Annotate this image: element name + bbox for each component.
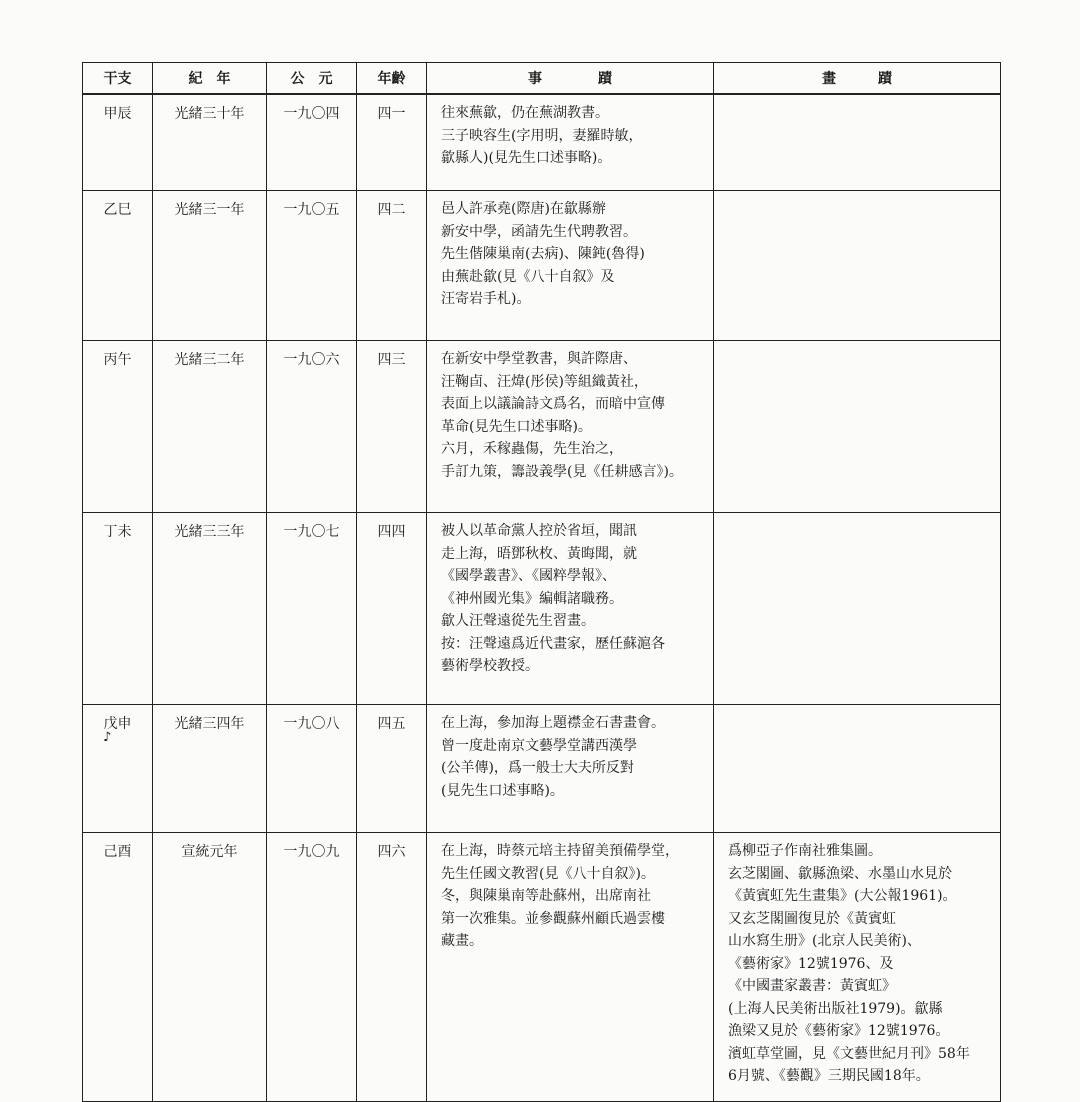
text-line: 表面上以議論詩文爲名，而暗中宣傳 xyxy=(441,396,665,412)
header-age: 年齡 xyxy=(357,63,427,95)
header-row xyxy=(83,63,1001,95)
cell-ad: 一九〇五 xyxy=(267,191,357,341)
text-line: 爲柳亞子作南社雅集圖。 xyxy=(728,843,882,859)
cell-ad: 一九〇八 xyxy=(267,705,357,833)
text-line: 《神州國光集》編輯諸職務。 xyxy=(441,590,623,607)
text-line: 六月，禾稼蟲傷，先生治之， xyxy=(441,441,623,457)
cell-paintings xyxy=(714,705,1001,833)
table-row xyxy=(83,705,1001,833)
text-line: 第一次雅集。並參觀蘇州顧氏過雲樓 xyxy=(441,910,665,927)
text-line: 先生偕陳巢南(去病)、陳鈍(魯得) xyxy=(441,246,645,262)
text-line: 在新安中學堂教書，與許際唐、 xyxy=(441,351,637,367)
text-line: 冬，與陳巢南等赴蘇州，出席南社 xyxy=(441,888,651,904)
text-line: 汪鞠卣、汪煒(彤侯)等組織黃社， xyxy=(441,373,648,390)
table-row xyxy=(83,833,1001,1102)
text-line: 玄芝閣圖、歙縣漁梁、水墨山水見於 xyxy=(728,865,952,882)
cell-ganzhi: 丙午 xyxy=(83,341,153,513)
text-line: 藝術學校教授。 xyxy=(441,658,539,674)
text-line: 按：汪聲遠爲近代畫家，歷任蘇滬各 xyxy=(441,635,665,652)
cell-reign: 光緒三一年 xyxy=(153,191,267,341)
text-line: 山水寫生册》(北京人民美術)、 xyxy=(728,933,921,949)
cell-events xyxy=(427,705,714,833)
text-line: (公羊傳)，爲一般士大夫所反對 xyxy=(441,760,634,776)
cell-ganzhi: 丁未 xyxy=(83,513,153,705)
cell-reign: 光緒三四年 xyxy=(153,705,267,833)
text-line: 6月號、《藝觀》三期民國18年。 xyxy=(728,1068,930,1084)
cell-age: 四四 xyxy=(357,513,427,705)
text-line: 藏畫。 xyxy=(441,933,483,949)
header-paintings: 畫 蹟 xyxy=(714,63,1001,95)
cell-ad: 一九〇六 xyxy=(267,341,357,513)
text-line: 三子映容生(字用明，妻羅時敏， xyxy=(441,127,643,144)
cell-ganzhi: 戊申 xyxy=(83,705,153,833)
text-line: 又玄芝閣圖復見於《黃賓虹 xyxy=(728,910,896,927)
text-line: 《黃賓虹先生畫集》(大公報1961)。 xyxy=(728,888,957,904)
table-row xyxy=(83,341,1001,513)
text-line: 新安中學，函請先生代聘教習。 xyxy=(441,223,637,240)
cell-ad: 一九〇九 xyxy=(267,833,357,1102)
text-line: 走上海，晤鄧秋枚、黃晦聞，就 xyxy=(441,545,637,562)
text-line: 漁梁又見於《藝術家》12號1976。 xyxy=(728,1023,950,1039)
text-line: 汪寄岩手札)。 xyxy=(441,291,531,307)
cell-events xyxy=(427,833,714,1102)
cell-ganzhi: 乙巳 xyxy=(83,191,153,341)
cell-ganzhi: 己酉 xyxy=(83,833,153,1102)
cell-age: 四六 xyxy=(357,833,427,1102)
text-line: 被人以革命黨人控於省垣，聞訊 xyxy=(441,523,637,539)
header-ganzhi: 干支 xyxy=(83,63,153,95)
text-line: 《中國畫家叢書：黃賓虹》 xyxy=(728,978,896,994)
cell-ad: 一九〇七 xyxy=(267,513,357,705)
cell-paintings xyxy=(714,833,1001,1102)
header-ad: 公 元 xyxy=(267,63,357,95)
text-line: 邑人許承堯(際唐)在歙縣辦 xyxy=(441,201,606,217)
table-row xyxy=(83,513,1001,705)
text-line: 歙縣人)(見先生口述事略)。 xyxy=(441,150,612,166)
cell-ganzhi: 甲辰 xyxy=(83,94,153,191)
cell-reign: 光緒三三年 xyxy=(153,513,267,705)
text-line: 往來蕪歙，仍在蕪湖教書。 xyxy=(441,105,609,121)
cell-events xyxy=(427,513,714,705)
cell-events xyxy=(427,94,714,191)
text-line: 曾一度赴南京文藝學堂講西漢學 xyxy=(441,737,637,754)
cell-age: 四三 xyxy=(357,341,427,513)
text-line: 先生任國文教習(見《八十自叙》)。 xyxy=(441,865,655,882)
text-line: 在上海，參加海上題襟金石書畫會。 xyxy=(441,715,665,731)
table-row xyxy=(83,94,1001,191)
cell-paintings xyxy=(714,94,1001,191)
cell-reign: 宣統元年 xyxy=(153,833,267,1102)
cell-events xyxy=(427,191,714,341)
text-line: 《國學叢書》、《國粹學報》、 xyxy=(441,568,616,584)
text-line: 由蕪赴歙(見《八十自叙》及 xyxy=(441,268,615,285)
cell-paintings xyxy=(714,191,1001,341)
text-line: 革命(見先生口述事略)。 xyxy=(441,418,592,435)
text-line: 歙人汪聲遠從先生習畫。 xyxy=(441,613,595,629)
cell-paintings xyxy=(714,513,1001,705)
text-line: (見先生口述事略)。 xyxy=(441,782,564,799)
text-line: 《藝術家》12號1976、及 xyxy=(728,955,894,972)
cell-age: 四一 xyxy=(357,94,427,191)
cell-reign: 光緒三二年 xyxy=(153,341,267,513)
text-line: (上海人民美術出版社1979)。歙縣 xyxy=(728,1000,943,1017)
header-reign: 紀 年 xyxy=(153,63,267,95)
table-row xyxy=(83,191,1001,341)
text-line: 手訂九策，籌設義學(見《任耕感言》)。 xyxy=(441,463,683,480)
text-line: 濱虹草堂圖，見《文藝世紀月刊》58年 xyxy=(728,1045,970,1062)
text-line: 在上海，時蔡元培主持留美預備學堂， xyxy=(441,843,679,859)
cell-reign: 光緒三十年 xyxy=(153,94,267,191)
margin-mark: ♪ xyxy=(103,730,112,745)
cell-ad: 一九〇四 xyxy=(267,94,357,191)
cell-events xyxy=(427,341,714,513)
header-events: 事 蹟 xyxy=(427,63,714,95)
cell-age: 四五 xyxy=(357,705,427,833)
cell-age: 四二 xyxy=(357,191,427,341)
cell-paintings xyxy=(714,341,1001,513)
chronology-table xyxy=(82,62,1001,1102)
